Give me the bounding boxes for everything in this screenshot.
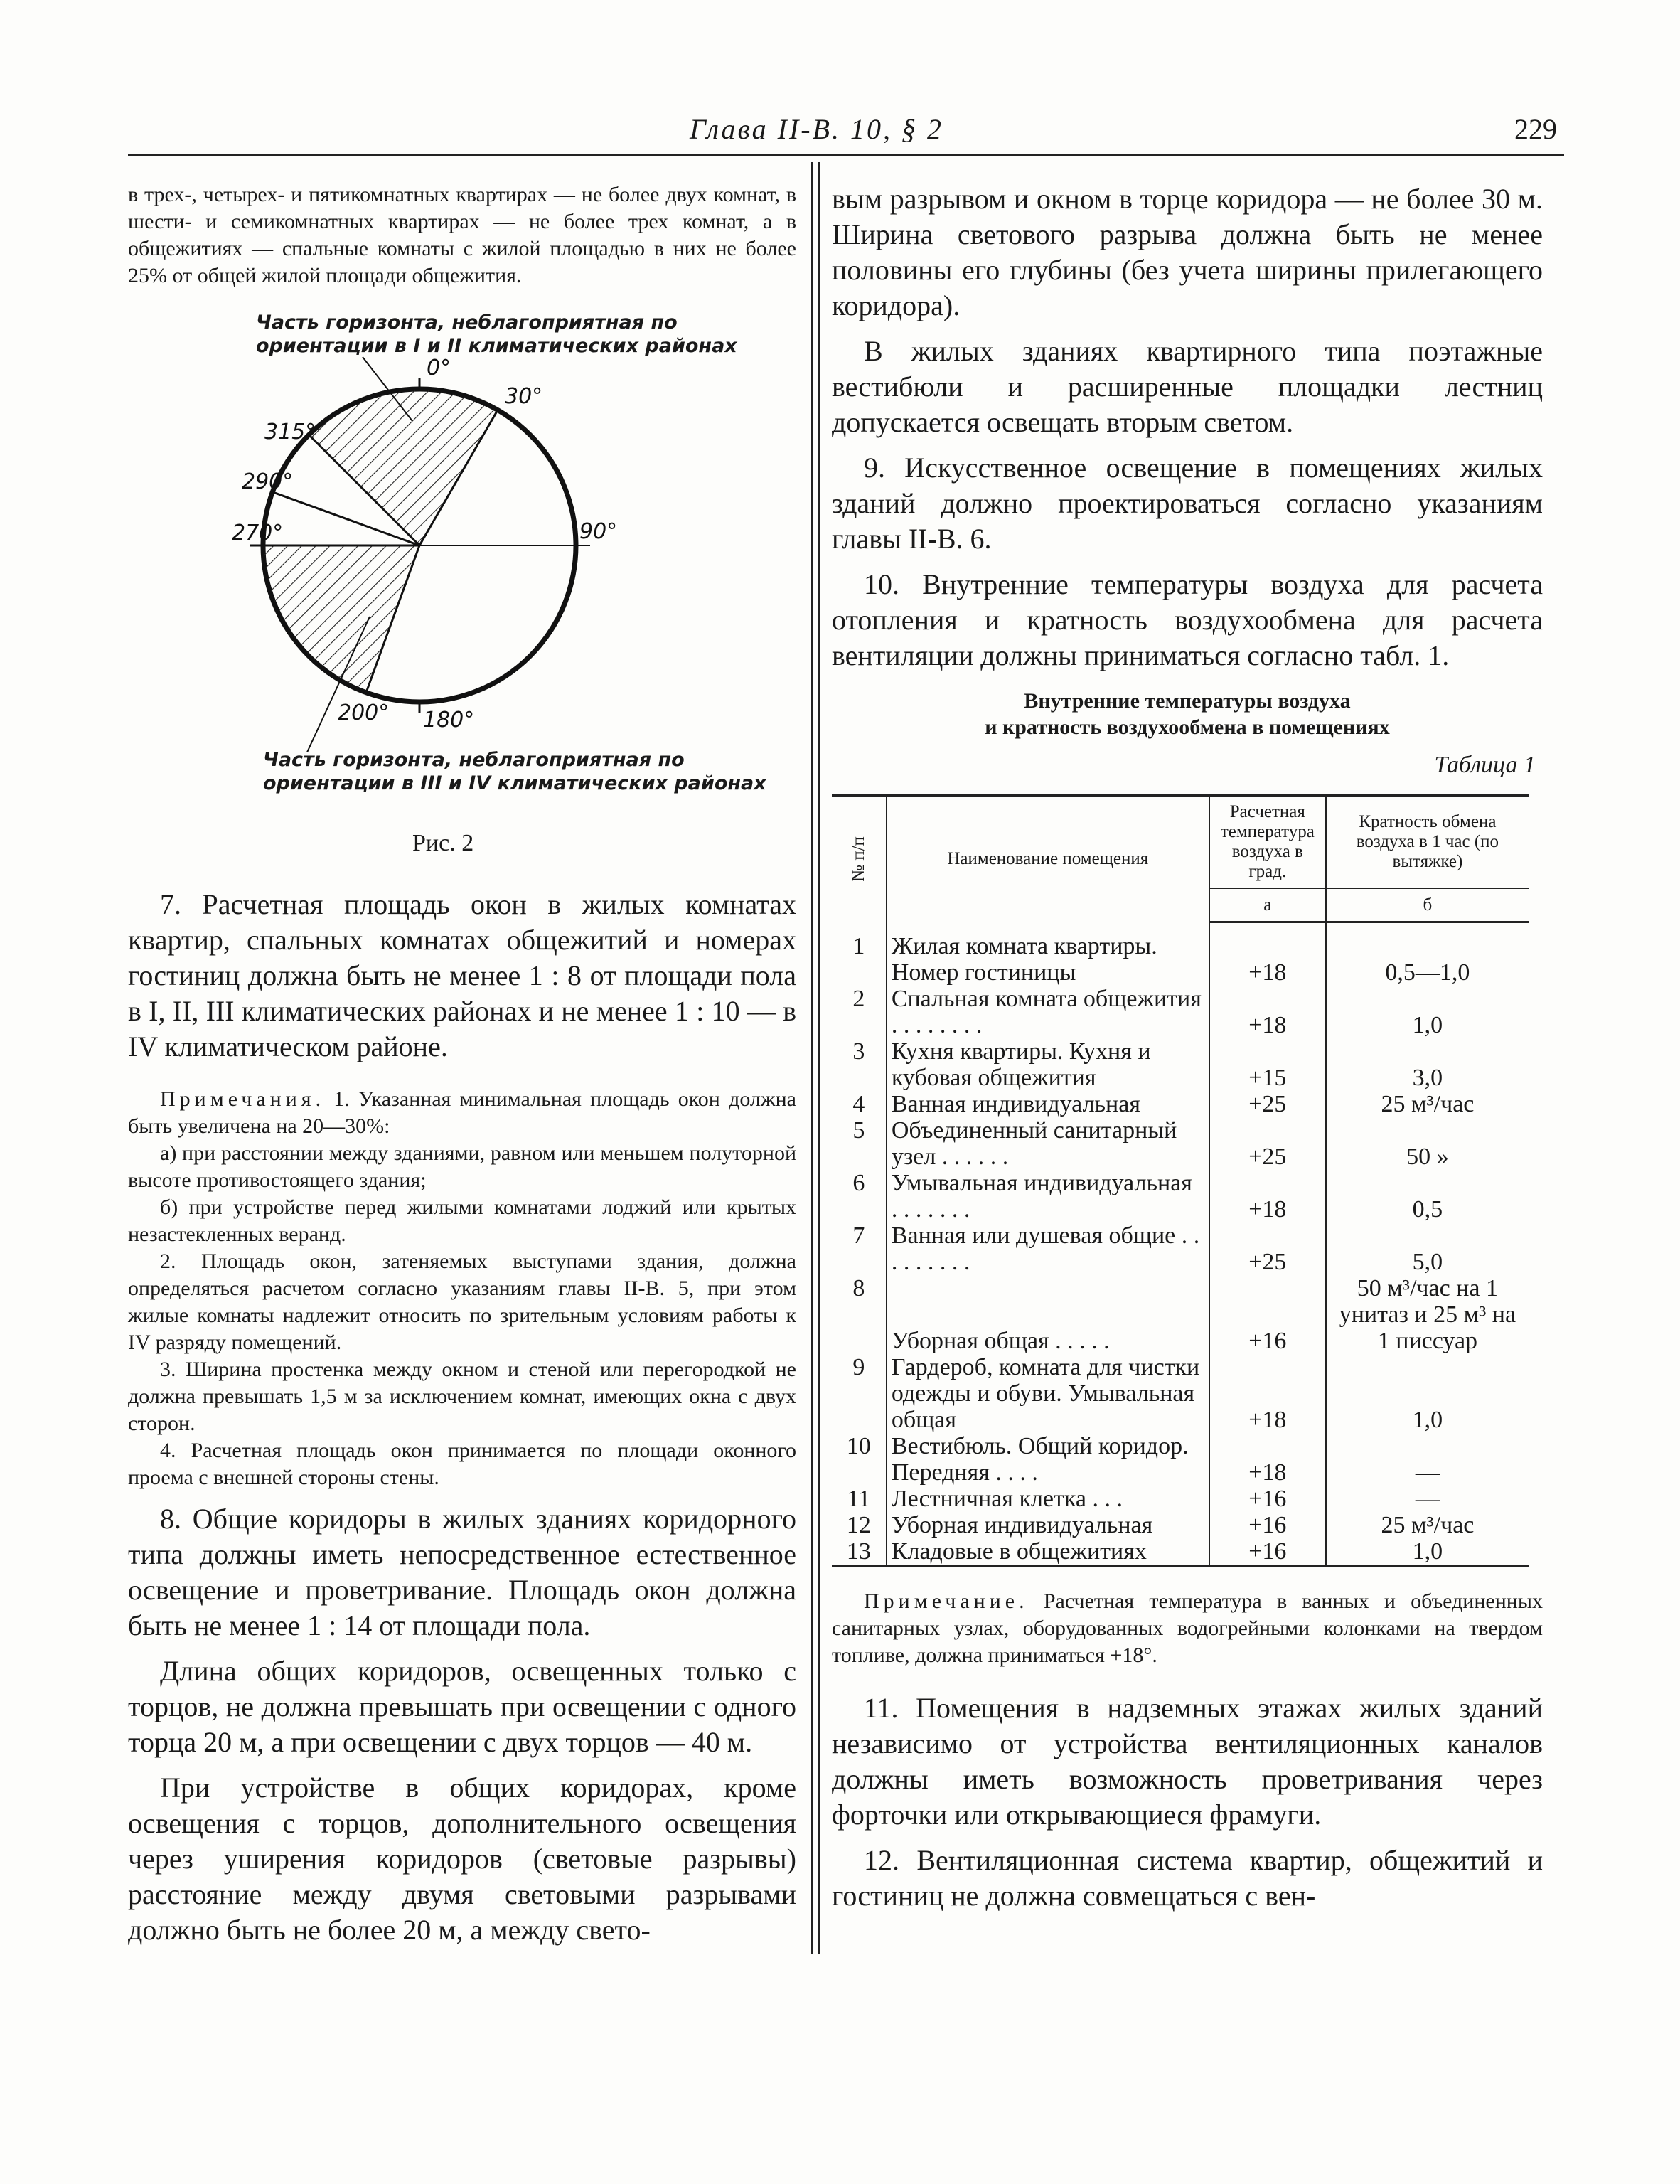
table-row [832, 1170, 1529, 1222]
row-temperature: +25 [1209, 1222, 1326, 1275]
row-room-name: Кладовые в общежитиях [887, 1538, 1209, 1566]
row-temperature: +16 [1209, 1275, 1326, 1354]
row-air-exchange: — [1415, 1459, 1440, 1486]
sector-southwest [263, 545, 419, 693]
row-room-name: Ванная индивидуальная [887, 1091, 1209, 1117]
right-column [832, 181, 1543, 1914]
row-air-exchange: 1,0 [1412, 1012, 1443, 1038]
section-12: 12. Вентиляционная система квартир, общежитий и гостиниц не должна совмещаться с вен- [832, 1844, 1543, 1912]
row-number: 12 [832, 1512, 887, 1538]
row-temperature: +25 [1209, 1091, 1326, 1117]
figure-caption-bottom: Часть горизонта, неблагоприятная по ориентации в III и IV климатических районах [263, 749, 766, 794]
row-air-exchange: 50 м³/час на 1 унитаз и 25 м³ на 1 писсуар [1339, 1275, 1516, 1354]
note-1a: а) при расстоянии между зданиями, равном или меньшем полуторной высоте противостоящего здания; [128, 1141, 796, 1192]
table-note-heading: Примечание. [864, 1589, 1029, 1613]
angle-label: 200° [338, 701, 390, 725]
table-title [832, 688, 1543, 740]
row-number: 10 [832, 1433, 887, 1486]
table-row [832, 1433, 1529, 1486]
header-rule [128, 154, 1564, 156]
row-room-name: Гардероб, комната для чистки одежды и обуви. Умывальная общая [887, 1354, 1209, 1433]
row-temperature: +25 [1209, 1117, 1326, 1170]
table-body [832, 922, 1529, 1566]
left-column [128, 181, 796, 1948]
row-temperature: +18 [1209, 933, 1326, 986]
table-row [832, 1038, 1529, 1091]
row-number: 9 [832, 1354, 887, 1433]
temperature-table [832, 794, 1529, 1567]
row-air-exchange: — [1415, 1486, 1440, 1512]
row-number: 4 [832, 1091, 887, 1117]
row-temperature: +16 [1209, 1486, 1326, 1512]
orientation-diagram [128, 311, 796, 752]
page-header [128, 107, 1564, 156]
subheader-b: б [1326, 888, 1529, 922]
note-3: 3. Ширина простенка между окном и стеной или перегородкой не должна превышать 1,5 м за исключением комнат, имеющих окна с двух сторон. [128, 1358, 796, 1435]
chapter-reference: Глава II-В. 10, § 2 [690, 113, 944, 145]
table-row [832, 1117, 1529, 1170]
row-room-name: Умывальная индивидуальная . . . . . . . [887, 1170, 1209, 1222]
row-air-exchange: 25 м³/час [1381, 1091, 1475, 1117]
table-note [832, 1588, 1543, 1669]
column-header-name: Наименование помещения [887, 796, 1209, 922]
row-room-name: Вестибюль. Общий коридор. Передняя . . . . [887, 1433, 1209, 1486]
row-room-name: Ванная или душевая общие . . . . . . . . . [887, 1222, 1209, 1275]
continued-paragraph: вым разрывом и окном в торце коридора — не более 30 м. Ширина светового разрыва должна быть не менее половины его глубины (без учета ширины прилегающего коридора). [832, 183, 1543, 321]
row-temperature: +18 [1209, 1170, 1326, 1222]
row-number: 13 [832, 1538, 887, 1566]
page-number: 229 [1514, 113, 1557, 145]
section-9: 9. Искусственное освещение в помещениях жилых зданий должно проектироваться согласно указаниям главы II-В. 6. [832, 452, 1543, 555]
row-room-name: Объединенный санитарный узел . . . . . . [887, 1117, 1209, 1170]
note-1: 1. Указанная минимальная площадь окон должна быть увеличена на 20—30%: [128, 1087, 796, 1138]
row-temperature: +15 [1209, 1038, 1326, 1091]
table-row [832, 1512, 1529, 1538]
angle-label: 180° [423, 708, 475, 733]
row-air-exchange: 5,0 [1412, 1249, 1443, 1275]
table-row [832, 1354, 1529, 1433]
table-note-text: Расчетная температура в ванных и объединенных санитарных узлах, оборудованных водогрейными колонками на твердом топливе, должна приниматься +18°. [832, 1589, 1543, 1667]
angle-label: 0° [427, 356, 451, 380]
column-header-temperature: Расчетная температура воздуха в град. [1209, 796, 1326, 889]
notes-paragraph [128, 1086, 796, 1140]
section-11: 11. Помещения в надземных этажах жилых зданий независимо от устройства вентиляционных каналов должны иметь возможность проветривания через форточки или открывающиеся фрамуги. [832, 1692, 1543, 1831]
row-air-exchange: 0,5 [1412, 1196, 1443, 1222]
row-room-name: Лестничная клетка . . . [887, 1486, 1209, 1512]
row-air-exchange: 0,5—1,0 [1385, 959, 1470, 986]
row-temperature: +16 [1209, 1512, 1326, 1538]
note-4: 4. Расчетная площадь окон принимается по площади оконного проема с внешней стороны стены. [128, 1439, 796, 1489]
row-number: 5 [832, 1117, 887, 1170]
angle-label: 270° [232, 521, 284, 545]
figure-caption-top: Часть горизонта, неблагоприятная по ориентации в I и II климатических районах [256, 311, 737, 357]
note-1b: б) при устройстве перед жилыми комнатами лоджий или крытых незастекленных веранд. [128, 1195, 796, 1246]
subheader-a: а [1209, 888, 1326, 922]
row-room-name: Кухня квартиры. Кухня и кубовая общежития [887, 1038, 1209, 1091]
row-temperature: +16 [1209, 1538, 1326, 1566]
angle-label: 290° [242, 469, 294, 494]
section-7: 7. Расчетная площадь окон в жилых комнатах квартир, спальных комнатах общежитий и номерах гостиниц должна быть не менее 1 : 8 от площади пола в I, II, III климатических районах и не менее 1 : 10 — в IV климатическом районе. [128, 888, 796, 1062]
row-temperature: +18 [1209, 1433, 1326, 1486]
row-number: 1 [832, 933, 887, 986]
figure-label: Рис. 2 [412, 830, 474, 856]
notes-heading: Примечания. [160, 1087, 326, 1111]
row-temperature: +18 [1209, 1354, 1326, 1433]
table-row [832, 1275, 1529, 1354]
table-row [832, 1091, 1529, 1117]
section-8-corridors: Длина общих коридоров, освещенных только с торцов, не должна превышать при освещении с одного торца 20 м, а при освещении с двух торцов — 40 м. [128, 1655, 796, 1758]
row-number: 2 [832, 986, 887, 1038]
section-10: 10. Внутренние температуры воздуха для расчета отопления и кратность воздухообмена для расчета вентиляции должны приниматься согласно табл. 1. [832, 568, 1543, 671]
row-temperature: +18 [1209, 986, 1326, 1038]
section-8: 8. Общие коридоры в жилых зданиях коридорного типа должны иметь непосредственное естественное освещение и проветривание. Площадь окон должна быть не менее 1 : 14 от площади пола. [128, 1503, 796, 1641]
row-air-exchange: 3,0 [1412, 1065, 1443, 1091]
angle-label: 30° [505, 384, 543, 409]
section-8-light-breaks: При устройстве в общих коридорах, кроме освещения с торцов, дополнительного освещения через уширения коридоров (световые разрывы) расстояние между двумя световыми разрывами должно быть не более 20 м, а между свето- [128, 1772, 796, 1946]
table-row [832, 1486, 1529, 1512]
row-number: 6 [832, 1170, 887, 1222]
column-divider [811, 162, 813, 1954]
intro-paragraph: в трех-, четырех- и пятикомнатных квартирах — не более двух комнат, в шести- и семикомнатных квартирах — не более трех комнат, а в общежитиях — спальные комнаты с жилой площадью в них не более 25% от общей жилой площади общежития. [128, 183, 796, 287]
table-title-line: и кратность воздухообмена в помещениях [985, 715, 1390, 739]
table-row [832, 986, 1529, 1038]
column-header-air-exchange: Кратность обмена воздуха в 1 час (по вытяжке) [1326, 796, 1529, 889]
row-room-name: Спальная комната общежития . . . . . . . . [887, 986, 1209, 1038]
row-room-name: Уборная индивидуальная [887, 1512, 1209, 1538]
table-row [832, 1538, 1529, 1566]
figure-2 [128, 311, 796, 873]
row-air-exchange: 50 » [1406, 1144, 1449, 1170]
row-air-exchange: 25 м³/час [1381, 1512, 1475, 1538]
angle-label: 90° [579, 519, 618, 544]
vestibule-paragraph: В жилых зданиях квартирного типа поэтажные вестибюли и расширенные площадки лестниц допускается освещать вторым светом. [832, 335, 1543, 438]
row-room-name: Жилая комната квартиры. Номер гостиницы [887, 933, 1209, 986]
column-header-number: № п/п [832, 796, 887, 922]
row-number: 11 [832, 1486, 887, 1512]
table-row [832, 933, 1529, 986]
note-2: 2. Площадь окон, затеняемых выступами здания, должна определяться расчетом согласно указаниям главы II-В. 5, при этом жилые комнаты надлежит относить по зрительным условиям работы к IV разряду помещений. [128, 1250, 796, 1354]
row-air-exchange: 1,0 [1326, 1538, 1529, 1566]
table-label: Таблица 1 [1434, 752, 1536, 778]
row-room-name: Уборная общая . . . . . [887, 1275, 1209, 1354]
angle-label: 315° [264, 420, 316, 444]
row-number: 7 [832, 1222, 887, 1275]
row-number: 3 [832, 1038, 887, 1091]
table-title-line: Внутренние температуры воздуха [1024, 689, 1351, 713]
column-divider [818, 162, 820, 1954]
table-row [832, 1222, 1529, 1275]
row-number: 8 [832, 1275, 887, 1354]
row-air-exchange: 1,0 [1412, 1407, 1443, 1433]
sector-north [309, 389, 498, 545]
